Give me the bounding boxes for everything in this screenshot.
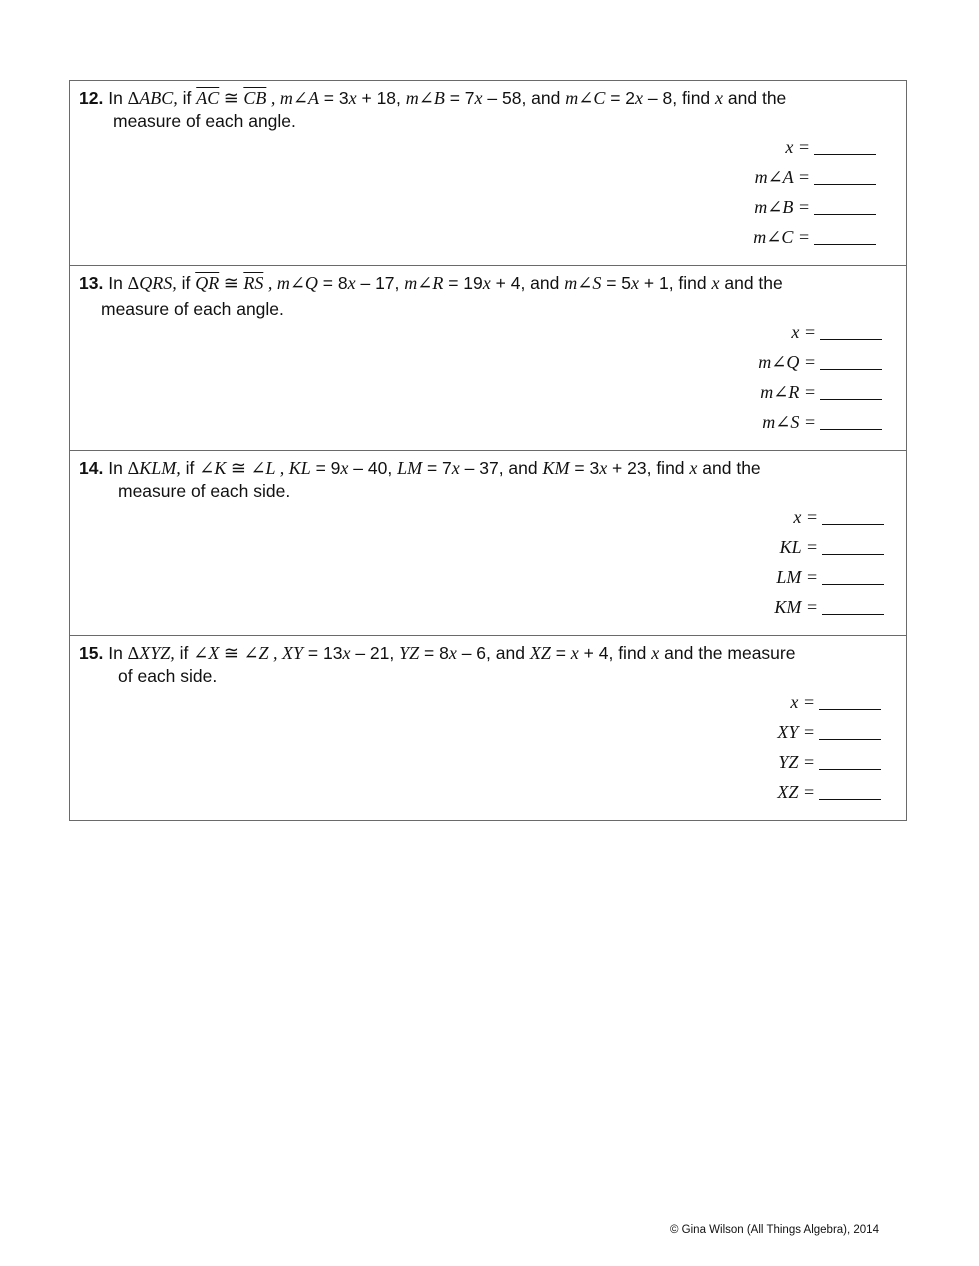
statement-text: = 8 <box>419 643 449 663</box>
answer-blank[interactable] <box>819 785 881 800</box>
answer-blank[interactable] <box>814 230 876 245</box>
answer-label: LM = <box>776 566 818 587</box>
statement-line1 <box>108 273 783 293</box>
answer-row[interactable] <box>777 747 881 777</box>
answer-row[interactable] <box>758 377 882 407</box>
answer-label: x = <box>785 136 810 157</box>
answer-label: XZ = <box>777 781 815 802</box>
statement-text: + 1, find <box>639 273 712 293</box>
statement-text: if <box>177 88 197 108</box>
copyright-footer: © Gina Wilson (All Things Algebra), 2014 <box>670 1224 879 1236</box>
statement-text: – 17, <box>355 273 405 293</box>
statement-text: – 8, find <box>643 88 716 108</box>
problem-statement <box>79 272 889 321</box>
statement-text: – 37, and <box>459 458 543 478</box>
math-term: XZ <box>529 643 551 663</box>
statement-text: if <box>176 273 196 293</box>
math-term: x <box>599 458 608 478</box>
statement-line2: measure of each side. <box>118 481 291 501</box>
statement-text: and the <box>719 273 783 293</box>
statement-text: and the measure <box>659 643 796 663</box>
statement-text: + 23, find <box>607 458 690 478</box>
problem-number: 13. <box>79 273 104 293</box>
math-term: x <box>570 643 579 663</box>
problem-15 <box>70 636 906 820</box>
statement-text: + 18, <box>356 88 406 108</box>
statement-text: = 7 <box>444 88 475 108</box>
statement-text: = 13 <box>303 643 343 663</box>
statement-line1 <box>108 643 795 663</box>
problem-statement <box>79 457 889 503</box>
answer-label: m∠R = <box>760 381 816 402</box>
answer-label: m∠C = <box>753 226 810 247</box>
problem-14 <box>70 451 906 636</box>
statement-text: = 5 <box>601 273 632 293</box>
statement-text: and the <box>723 88 787 108</box>
answer-row[interactable] <box>758 317 882 347</box>
math-term: m∠S <box>564 273 602 293</box>
answer-label: KM = <box>774 596 818 617</box>
answer-row[interactable] <box>753 132 876 162</box>
answer-list <box>777 687 881 807</box>
math-term: x <box>635 88 644 108</box>
answer-blank[interactable] <box>820 415 882 430</box>
answer-label: x = <box>790 691 815 712</box>
statement-text: In <box>108 458 128 478</box>
answer-row[interactable] <box>777 777 881 807</box>
answer-blank[interactable] <box>814 170 876 185</box>
math-symbol: Δ <box>127 643 140 663</box>
math-symbol: Δ <box>127 273 140 293</box>
statement-text: – 6, and <box>456 643 530 663</box>
problem-statement <box>79 87 889 133</box>
math-term: x <box>482 273 491 293</box>
statement-text: = 7 <box>422 458 452 478</box>
math-term: m∠R <box>404 273 444 293</box>
segment-term: $\overline{RS}$ <box>243 273 264 293</box>
answer-blank[interactable] <box>820 385 882 400</box>
math-term: YZ <box>399 643 420 663</box>
math-symbol: Δ <box>127 88 140 108</box>
statement-text: – 40, <box>348 458 398 478</box>
answer-row[interactable] <box>753 192 876 222</box>
math-term: x <box>715 88 724 108</box>
statement-text: = 3 <box>318 88 349 108</box>
math-term: x <box>340 458 349 478</box>
math-term: XYZ, <box>139 643 175 663</box>
math-term: x <box>689 458 698 478</box>
problem-statement <box>79 642 889 688</box>
statement-text: + 4, find <box>578 643 652 663</box>
math-term: , m∠A <box>266 88 319 108</box>
math-term: ∠K <box>199 458 227 478</box>
statement-text: = 3 <box>569 458 600 478</box>
answer-blank[interactable] <box>822 540 884 555</box>
statement-text: = 2 <box>605 88 636 108</box>
answer-row[interactable] <box>777 687 881 717</box>
math-term: QRS, <box>139 273 177 293</box>
statement-line2: of each side. <box>118 666 218 686</box>
statement-text: = 19 <box>443 273 483 293</box>
answer-blank[interactable] <box>819 695 881 710</box>
math-term: x <box>474 88 483 108</box>
answer-blank[interactable] <box>814 200 876 215</box>
statement-text: – 21, <box>350 643 400 663</box>
answer-label: KL = <box>779 536 818 557</box>
statement-text: = <box>550 643 571 663</box>
statement-text: = 8 <box>317 273 348 293</box>
math-symbol: Δ <box>127 458 140 478</box>
statement-text: = 9 <box>310 458 341 478</box>
math-term: x <box>651 643 660 663</box>
math-term: ∠L , KL <box>250 458 311 478</box>
problem-number: 15. <box>79 643 104 663</box>
answer-list <box>774 502 884 622</box>
segment-term: $\overline{CB}$ <box>243 88 267 108</box>
math-term: x <box>631 273 640 293</box>
answer-blank[interactable] <box>820 355 882 370</box>
answer-label: m∠S = <box>762 411 816 432</box>
answer-blank[interactable] <box>822 510 884 525</box>
answer-blank[interactable] <box>819 755 881 770</box>
math-term: LM <box>397 458 423 478</box>
answer-list <box>758 317 882 437</box>
math-term: x <box>451 458 460 478</box>
answer-label: x = <box>793 506 818 527</box>
segment-term: $\overline{QR}$ <box>195 273 220 293</box>
problem-13 <box>70 266 906 451</box>
answer-row[interactable] <box>774 592 884 622</box>
answer-row[interactable] <box>774 532 884 562</box>
statement-line1 <box>108 88 786 108</box>
statement-text: In <box>108 273 128 293</box>
math-term: x <box>348 88 357 108</box>
math-term: KLM, <box>139 458 181 478</box>
answer-row[interactable] <box>758 407 882 437</box>
answer-row[interactable] <box>774 502 884 532</box>
math-term: , m∠Q <box>263 273 318 293</box>
math-symbol: ≅ <box>226 458 251 478</box>
answer-blank[interactable] <box>822 600 884 615</box>
math-term: x <box>711 273 720 293</box>
problem-number: 12. <box>79 88 104 108</box>
math-term: ∠X <box>193 643 220 663</box>
math-term: m∠C <box>565 88 606 108</box>
statement-text: and the <box>697 458 761 478</box>
answer-label: m∠A = <box>754 166 810 187</box>
statement-text: In <box>108 643 128 663</box>
statement-text: + 4, and <box>490 273 565 293</box>
math-term: ABC, <box>139 88 178 108</box>
answer-row[interactable] <box>753 222 876 252</box>
math-term: ∠Z , XY <box>243 643 304 663</box>
problem-number: 14. <box>79 458 104 478</box>
answer-row[interactable] <box>777 717 881 747</box>
math-term: x <box>342 643 351 663</box>
math-term: m∠B <box>405 88 445 108</box>
answer-label: m∠Q = <box>758 351 816 372</box>
statement-line2: measure of each angle. <box>113 111 296 131</box>
statement-line2: measure of each angle. <box>101 299 284 319</box>
answer-blank[interactable] <box>820 325 882 340</box>
worksheet-table <box>69 80 907 821</box>
statement-text: if <box>180 458 200 478</box>
answer-blank[interactable] <box>822 570 884 585</box>
math-term: KM <box>542 458 570 478</box>
answer-row[interactable] <box>758 347 882 377</box>
answer-label: YZ = <box>778 751 815 772</box>
segment-term: $\overline{AC}$ <box>196 88 220 108</box>
answer-blank[interactable] <box>819 725 881 740</box>
answer-row[interactable] <box>774 562 884 592</box>
statement-text: if <box>174 643 194 663</box>
answer-row[interactable] <box>753 162 876 192</box>
math-symbol: ≅ <box>219 88 244 108</box>
statement-text: In <box>108 88 128 108</box>
math-symbol: ≅ <box>219 643 244 663</box>
answer-blank[interactable] <box>814 140 876 155</box>
answer-label: XY = <box>777 721 815 742</box>
statement-text: – 58, and <box>482 88 566 108</box>
answer-label: m∠B = <box>754 196 810 217</box>
answer-list <box>753 132 876 252</box>
answer-label: x = <box>791 321 816 342</box>
statement-line1 <box>108 458 760 478</box>
math-term: x <box>448 643 457 663</box>
math-symbol: ≅ <box>219 273 244 293</box>
problem-12 <box>70 81 906 266</box>
math-term: x <box>347 273 356 293</box>
